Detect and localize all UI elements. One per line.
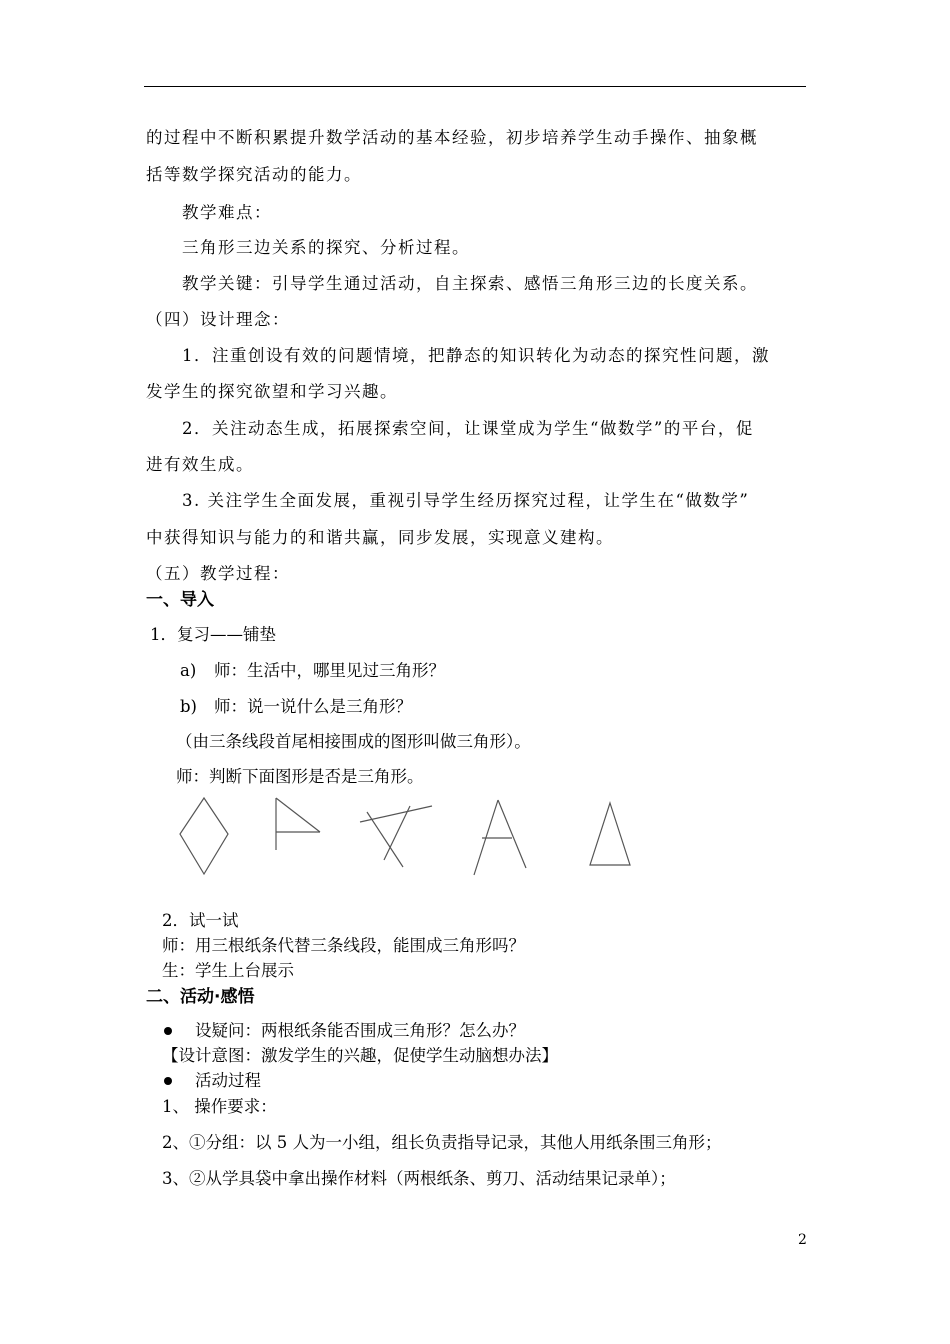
list-marker: a) (180, 661, 197, 680)
review-item: 1．复习——铺垫 (150, 625, 276, 644)
crossed-lines-shape (360, 806, 432, 867)
idea-item: 3. 关注学生全面发展，重视引导学生经历探究过程，让学生在“做数学” (182, 491, 750, 510)
list-marker: b) (180, 697, 197, 716)
step-item: 3、②从学具袋中拿出操作材料（两根纸条、剪刀、活动结果记录单）； (162, 1169, 676, 1188)
paragraph-line: 括等数学探究活动的能力。 (146, 165, 362, 184)
teacher-question: 师：用三根纸条代替三条线段，能围成三角形吗？ (162, 936, 525, 955)
idea-item: 发学生的探究欲望和学习兴趣。 (146, 382, 398, 401)
bullet-text: 设疑问：两根纸条能否围成三角形？怎么办？ (195, 1021, 525, 1040)
section-heading: （四）设计理念： (146, 310, 290, 329)
bullet-icon (164, 1077, 172, 1085)
question-text: 师：生活中，哪里见过三角形？ (214, 661, 445, 680)
idea-item: 中获得知识与能力的和谐共赢，同步发展，实现意义建构。 (146, 528, 614, 547)
idea-item: 1．注重创设有效的问题情境，把静态的知识转化为动态的探究性问题，激 (182, 346, 770, 365)
letter-a-shape (474, 800, 526, 875)
section-heading: （五）教学过程： (146, 564, 290, 583)
idea-item: 2．关注动态生成，拓展探索空间，让课堂成为学生“做数学”的平台，促 (182, 419, 754, 438)
bullet-text: 活动过程 (195, 1071, 261, 1090)
open-flag-shape (276, 798, 320, 850)
shape-figures (170, 790, 650, 882)
idea-item: 进有效生成。 (146, 455, 254, 474)
header-rule (144, 86, 806, 87)
step-item: 1、 操作要求： (162, 1097, 277, 1116)
triangle-shape (590, 803, 630, 865)
bullet-icon (164, 1027, 172, 1035)
heading-intro: 一、导入 (146, 590, 214, 610)
difficulty-text: 三角形三边关系的探究、分析过程。 (182, 238, 470, 257)
student-answer: 生：学生上台展示 (162, 961, 294, 980)
difficulty-label: 教学难点： (182, 203, 272, 222)
paragraph-line: 的过程中不断积累提升数学活动的基本经验，初步培养学生动手操作、抽象概 (146, 128, 758, 147)
diamond-shape (180, 798, 228, 874)
definition-text: （由三条线段首尾相接围成的图形叫做三角形）。 (176, 732, 531, 751)
question-text: 师：说一说什么是三角形？ (214, 697, 412, 716)
try-heading: 2．试一试 (162, 911, 239, 930)
page-number: 2 (798, 1232, 807, 1248)
design-intent: 【设计意图：激发学生的兴趣，促使学生动脑想办法】 (162, 1046, 558, 1065)
judge-prompt: 师：判断下面图形是否是三角形。 (176, 767, 424, 786)
teaching-key: 教学关键：引导学生通过活动，自主探索、感悟三角形三边的长度关系。 (182, 274, 758, 293)
heading-activity: 二、活动·感悟 (146, 987, 255, 1007)
step-item: 2、①分组：以 5 人为一小组，组长负责指导记录，其他人用纸条围三角形； (162, 1133, 722, 1152)
